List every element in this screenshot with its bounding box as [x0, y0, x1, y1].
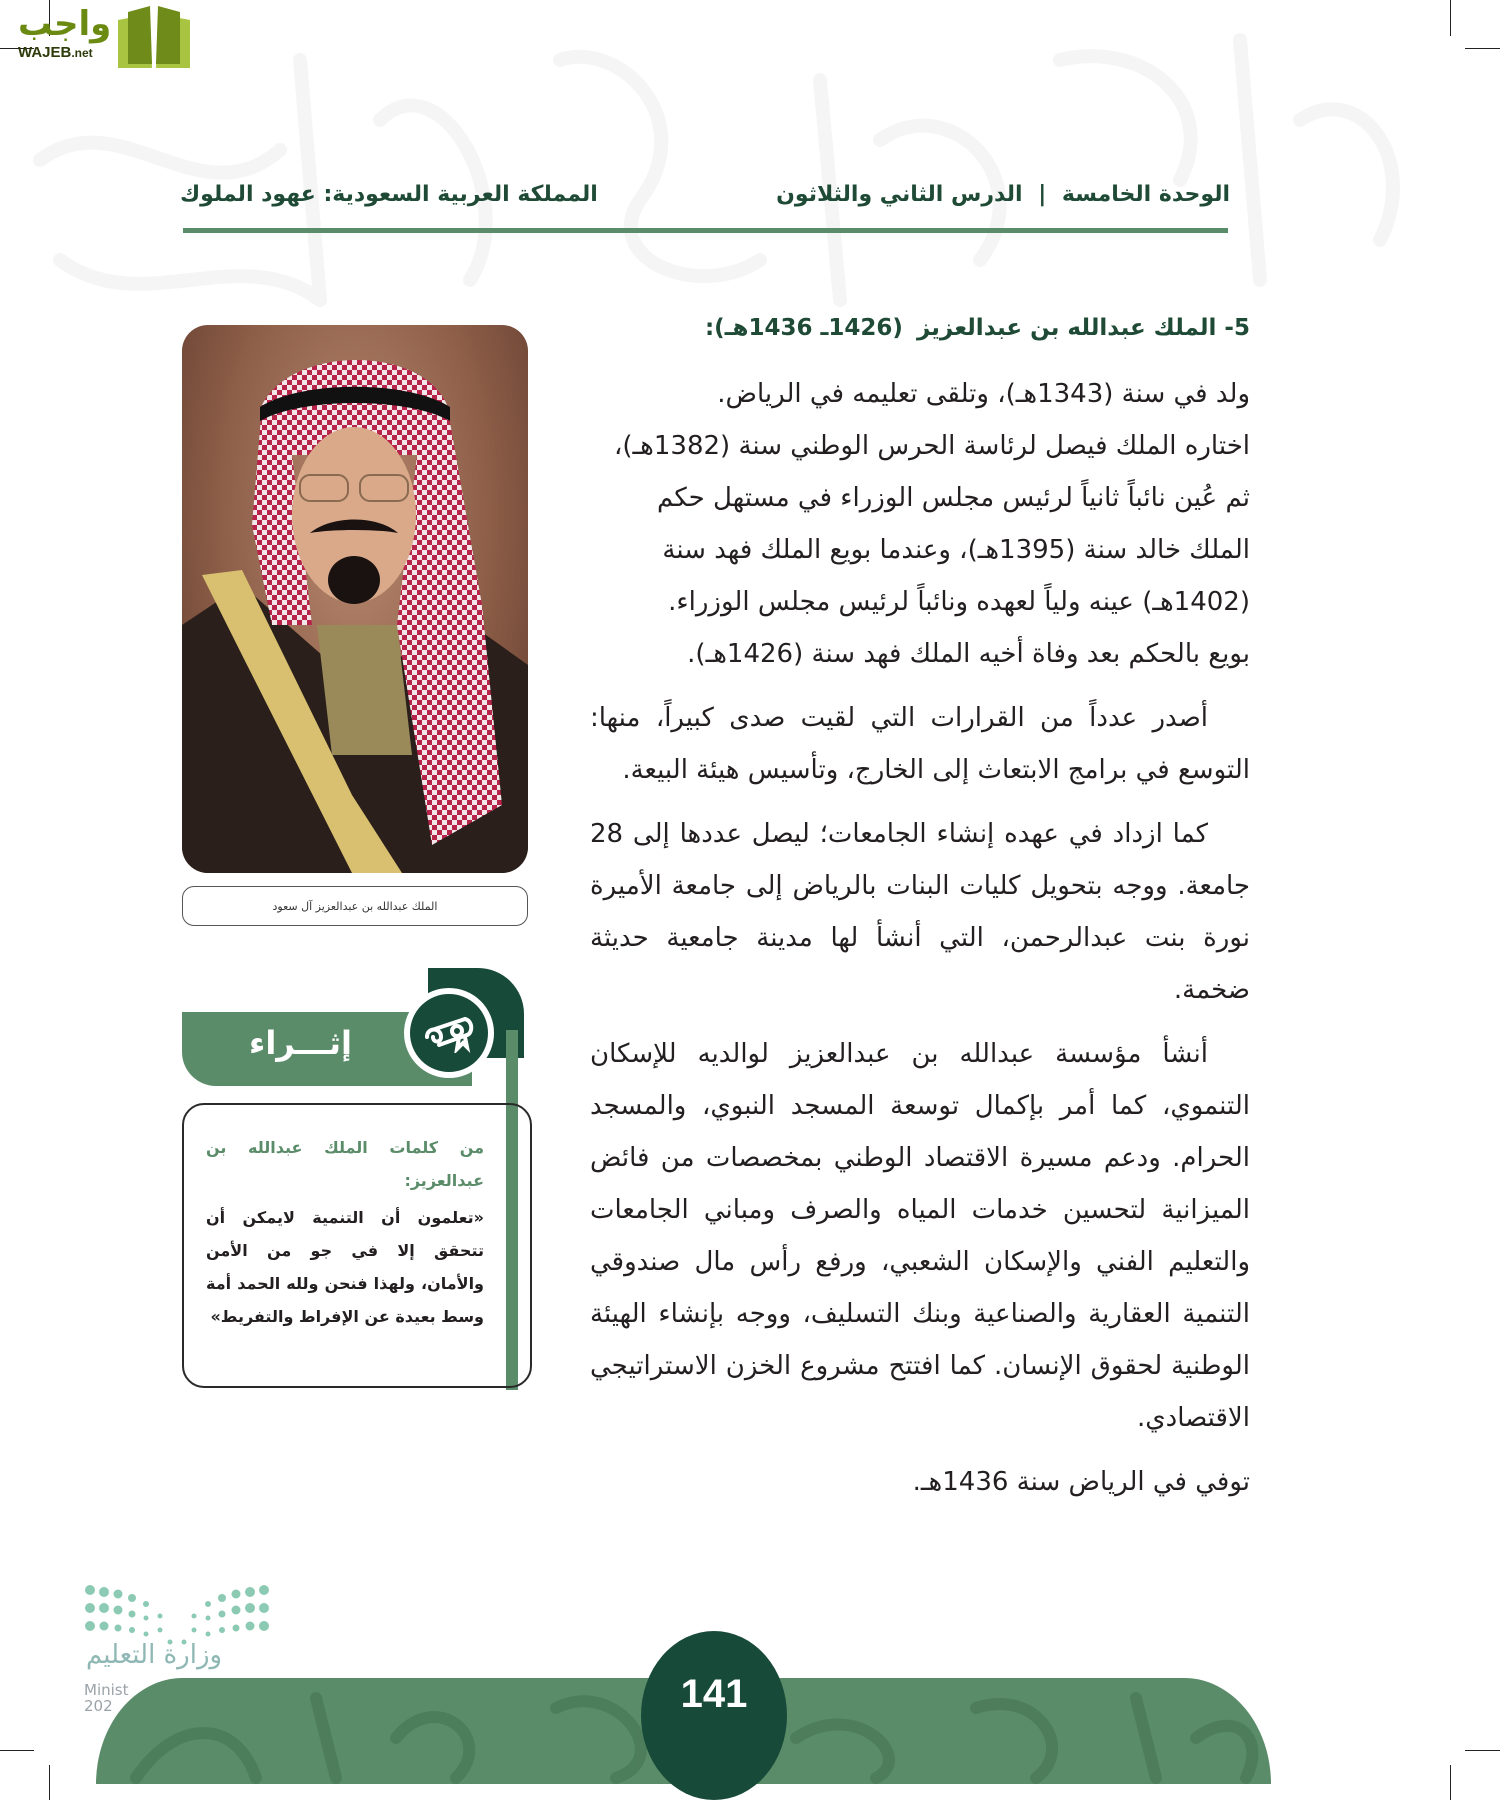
lesson-content	[590, 308, 1250, 1520]
reign-dates: (1426ـ 1436هـ):	[704, 315, 903, 341]
king-quote: «تعلمون أن التنمية لايمكن أن تتحقق إلا في جو من الأمن والأمان، ولهذا فنحن ولله الحمد أمة وسط بعيدة عن الإفراط والتفريط»	[206, 1208, 484, 1326]
quote-intro: من كلمات الملك عبدالله بن عبدالعزيز:	[206, 1138, 484, 1190]
unit-title: الوحدة الخامسة	[1061, 181, 1230, 207]
ministry-english-partial: Minist 202	[84, 1681, 129, 1715]
decisions-paragraph: أصدر عدداً من القرارات التي لقيت صدى كبيراً، منها: التوسع في برامج الابتعاث إلى الخارج، وتأسيس هيئة البيعة.	[590, 703, 1250, 785]
enrichment-label: إثـــراء	[248, 1024, 352, 1062]
logo-latin-text: WAJEB.net	[18, 44, 93, 61]
universities-paragraph: كما ازداد في عهده إنشاء الجامعات؛ ليصل عددها إلى 28 جامعة. ووجه بتحويل كليات البنات بالرياض إلى جامعة الأميرة نورة بنت عبدالرحمن، التي أنشأ لها مدينة جامعية حديثة ضخمة.	[590, 819, 1250, 1005]
header-divider	[183, 228, 1228, 233]
topic-title: المملكة العربية السعودية: عهود الملوك	[180, 181, 598, 207]
logo-arabic-text: واجب	[18, 4, 112, 44]
crop-mark	[49, 1765, 50, 1800]
header-separator: |	[1038, 181, 1047, 207]
portrait-illustration	[182, 325, 528, 873]
crop-mark	[1465, 48, 1500, 49]
portrait-caption: الملك عبدالله بن عبدالعزيز آل سعود	[182, 886, 528, 926]
king-portrait	[182, 325, 528, 873]
death-paragraph: توفي في الرياض سنة 1436هـ.	[912, 1467, 1250, 1497]
projects-paragraph: أنشأ مؤسسة عبدالله بن عبدالعزيز لوالديه للإسكان التنموي، كما أمر بإكمال توسعة المسجد النبوي، والمسجد الحرام. ودعم مسيرة الاقتصاد الوطني بمخصصات من فائض الميزانية لتحسين خدمات المياه والصرف ومباني الجامعات والتعليم الفني والإسكان الشعبي، ورفع رأس مال صندوقي التنمية العقارية والصناعية وبنك التسليف، ووجه بإنشاء الهيئة الوطنية لحقوق الإنسان. كما افتتح مشروع الخزن الاستراتيجي الاقتصادي.	[590, 1039, 1250, 1433]
enrichment-quote-box	[182, 1103, 532, 1388]
wajeb-logo[interactable]	[8, 4, 188, 70]
lesson-title: الدرس الثاني والثلاثون	[776, 181, 1023, 207]
biography-paragraph: ولد في سنة (1343هـ)، وتلقى تعليمه في الرياض. اختاره الملك فيصل لرئاسة الحرس الوطني سنة (1382هـ)، ثم عُين نائباً ثانياً لرئيس مجلس الوزراء في مستهل حكم الملك خالد سنة (1395هـ)، وعندما بويع الملك فهد سنة (1402هـ) عينه ولياً لعهده ونائباً لرئيس مجلس الوزراء. بويع بالحكم بعد وفاة أخيه الملك فهد سنة (1426هـ).	[613, 379, 1250, 669]
section-heading: 5- الملك عبدالله بن عبدالعزيز(1426ـ 1436هـ):	[704, 315, 1250, 341]
open-book-icon	[114, 6, 194, 68]
unit-lesson-heading	[776, 182, 1230, 207]
page-number: 141	[680, 1672, 748, 1716]
scroll-icon	[404, 988, 494, 1078]
ministry-name: وزارة التعليم	[86, 1640, 223, 1670]
crop-mark	[1465, 1750, 1500, 1751]
background-calligraphy	[0, 0, 1450, 340]
page-header	[180, 176, 1230, 212]
crop-mark	[1450, 0, 1451, 36]
crop-mark	[0, 1750, 34, 1751]
crop-mark	[1450, 1765, 1451, 1800]
